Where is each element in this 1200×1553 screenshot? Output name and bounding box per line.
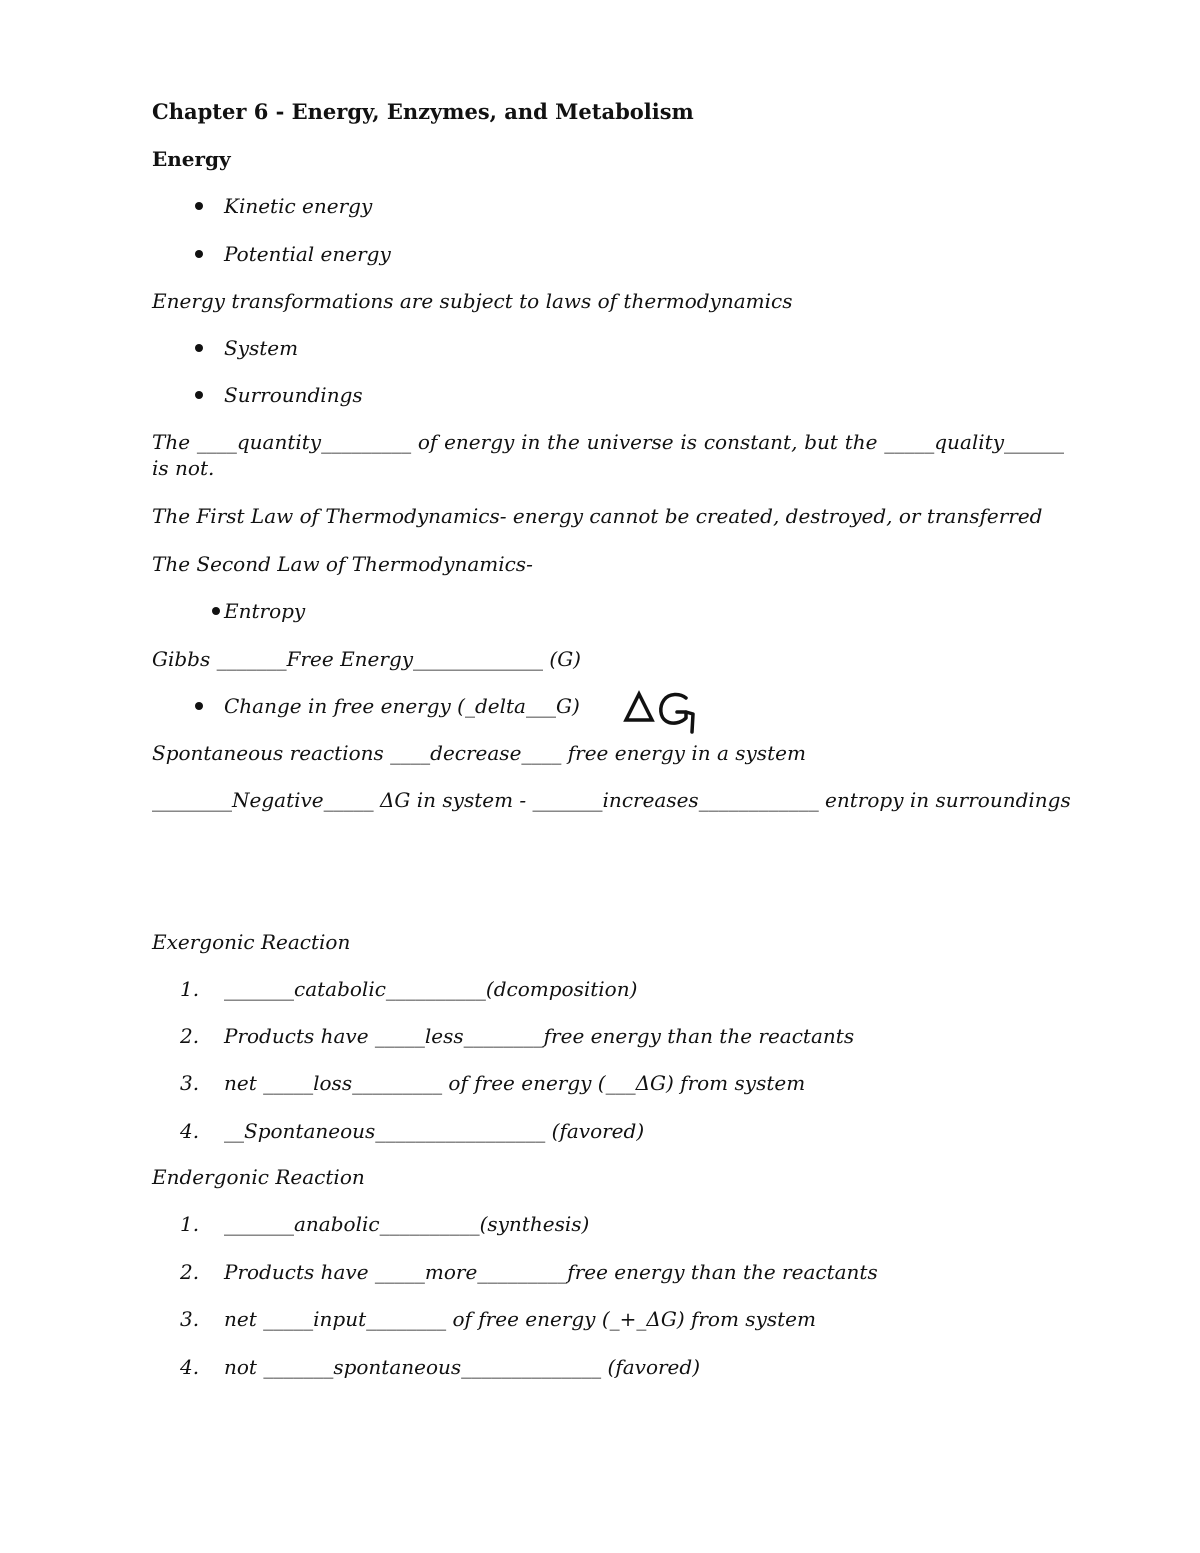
list-item: _______catabolic__________(dcomposition) [224,977,638,1001]
thermo-intro: Energy transformations are subject to laws of thermodynamics [152,289,793,313]
list-item: __Spontaneous_________________ (favored) [224,1119,645,1143]
bullet-icon [195,250,203,258]
bullet-icon [195,702,203,710]
list-number: 1. [180,1212,200,1236]
list-number: 1. [180,977,200,1001]
delta-g-icon [622,688,698,736]
list-item: net _____loss_________ of free energy (___ΔG) from system [224,1071,806,1095]
list-number: 2. [180,1024,200,1048]
spontaneous-line: Spontaneous reactions ____decrease____ free energy in a system [152,741,806,765]
quantity-quality-line: The ____quantity_________ of energy in the universe is constant, but the _____quality______ is not. [152,430,1064,480]
negative-delta-g-line: ________Negative_____ ΔG in system - _______increases____________ entropy in surroundings [152,788,1071,812]
list-item: Products have _____more_________free energy than the reactants [224,1260,878,1284]
bullet-icon [212,607,220,615]
bullet-entropy: Entropy [224,599,306,623]
list-number: 4. [180,1119,200,1143]
list-number: 2. [180,1260,200,1284]
list-number: 4. [180,1355,200,1379]
bullet-icon [195,344,203,352]
bullet-change-free-energy: Change in free energy (_delta___G) [224,694,580,718]
exergonic-heading: Exergonic Reaction [152,930,351,954]
list-item: _______anabolic__________(synthesis) [224,1212,590,1236]
gibbs-line: Gibbs _______Free Energy_____________ (G) [152,647,581,671]
endergonic-heading: Endergonic Reaction [152,1165,365,1189]
list-item: Products have _____less________free energy than the reactants [224,1024,855,1048]
list-item: not _______spontaneous______________ (favored) [224,1355,700,1379]
list-number: 3. [180,1071,200,1095]
bullet-kinetic-energy: Kinetic energy [224,194,373,218]
second-law-line: The Second Law of Thermodynamics- [152,552,533,576]
energy-heading: Energy [152,147,231,171]
bullet-potential-energy: Potential energy [224,242,391,266]
list-number: 3. [180,1307,200,1331]
bullet-icon [195,202,203,210]
list-item: net _____input________ of free energy (_+_ΔG) from system [224,1307,816,1331]
bullet-surroundings: Surroundings [224,383,363,407]
page-title: Chapter 6 - Energy, Enzymes, and Metabolism [152,99,694,124]
bullet-icon [195,391,203,399]
first-law-line: The First Law of Thermodynamics- energy cannot be created, destroyed, or transferred [152,504,1043,528]
bullet-system: System [224,336,299,360]
